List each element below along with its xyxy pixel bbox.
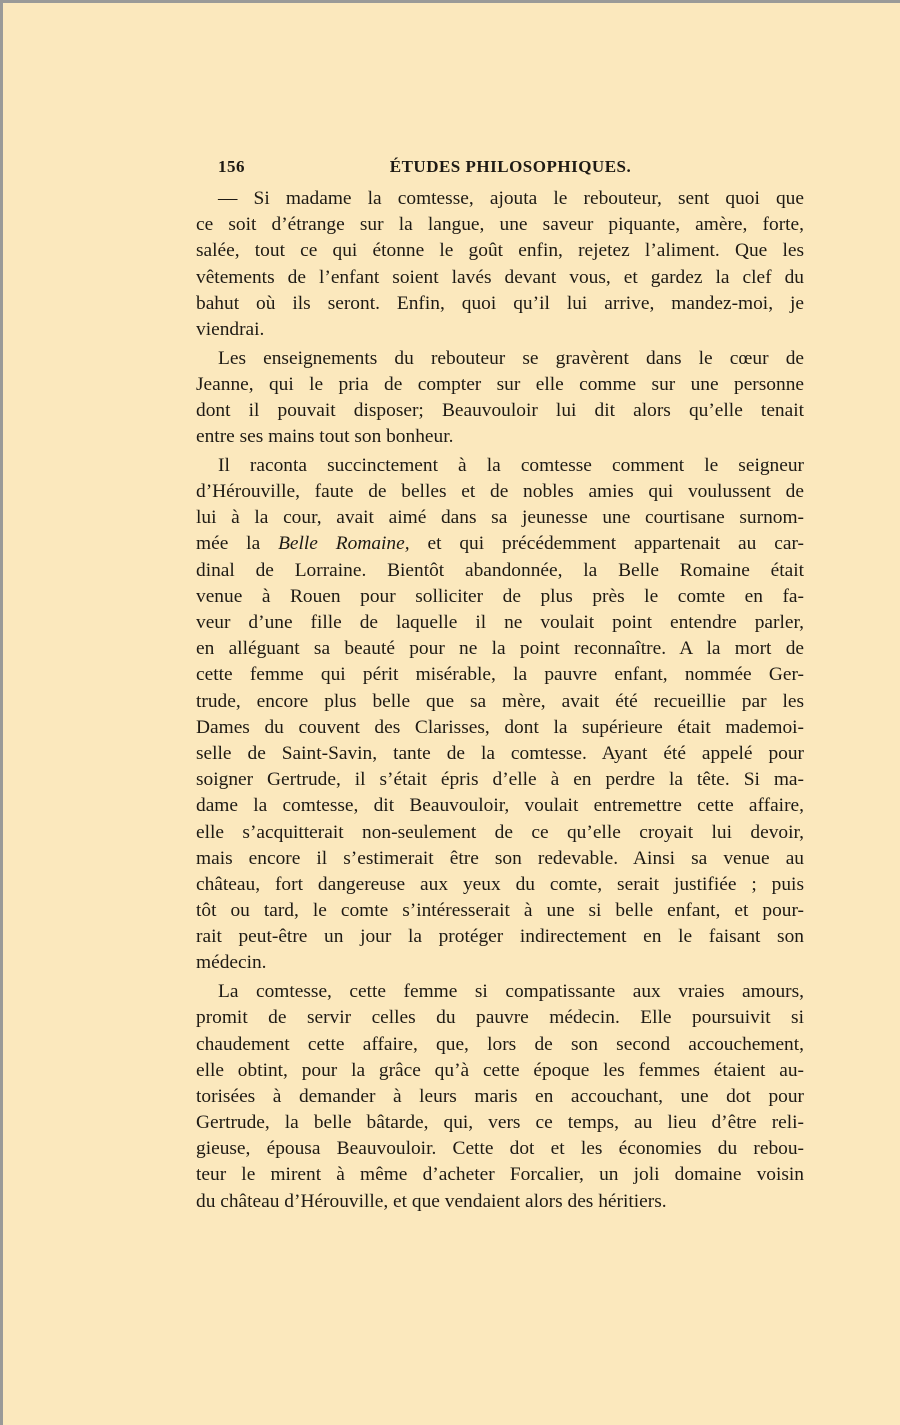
text-line: Il raconta succinctement à la comtesse comment le seigneur — [218, 454, 804, 476]
text-line: château, fort dangereuse aux yeux du comte, serait justifiée ; puis — [196, 873, 804, 895]
text-line: soigner Gertrude, il s’était épris d’elle à en perdre la tête. Si ma- — [196, 769, 804, 791]
book-page — [3, 3, 900, 1425]
text-line: Jeanne, qui le pria de compter sur elle comme sur une personne — [196, 373, 804, 395]
text-line: dinal de Lorraine. Bientôt abandonnée, la Belle Romaine était — [196, 559, 804, 581]
paragraph — [196, 453, 804, 977]
paragraph — [196, 346, 804, 451]
text-line: — Si madame la comtesse, ajouta le rebouteur, sent quoi que — [218, 188, 804, 209]
text-line: selle de Saint-Savin, tante de la comtesse. Ayant été appelé pour — [196, 742, 804, 764]
text-line: cette femme qui périt misérable, la pauvre enfant, nommée Ger- — [196, 664, 804, 686]
text-line: veur d’une fille de laquelle il ne voulait point entendre parler, — [196, 612, 804, 633]
text-line: elle s’acquitterait non-seulement de ce qu’elle croyait lui devoir, — [196, 821, 804, 843]
text-line: promit de servir celles du pauvre médecin. Elle poursuivit si — [196, 1007, 804, 1029]
text-line: dont il pouvait disposer; Beauvouloir lui dit alors qu’elle tenait — [196, 400, 804, 421]
text-line: tôt ou tard, le comte s’intéresserait à une si belle enfant, et pour- — [196, 900, 804, 922]
paragraph — [196, 979, 804, 1215]
text-line: vêtements de l’enfant soient lavés devant vous, et gardez la clef du — [196, 266, 804, 288]
text-line: chaudement cette affaire, que, lors de son second accouchement, — [196, 1033, 804, 1055]
text-line: La comtesse, cette femme si compatissante aux vraies amours, — [218, 981, 804, 1003]
running-head: ÉTUDES PHILOSOPHIQUES. — [389, 157, 632, 176]
paragraph — [196, 186, 804, 343]
text-line: teur le mirent à même d’acheter Forcalier, un joli domaine voisin — [196, 1164, 804, 1186]
page-number: 156 — [218, 157, 245, 176]
text-line: trude, encore plus belle que sa mère, avait été recueillie par les — [196, 690, 804, 712]
text-line: lui à la cour, avait aimé dans sa jeunesse une courtisane surnom- — [196, 507, 804, 529]
text-line: gieuse, épousa Beauvouloir. Cette dot et les économies du rebou- — [196, 1138, 804, 1160]
text-line: ce soit d’étrange sur la langue, une saveur piquante, amère, forte, — [196, 214, 804, 236]
text-line: Dames du couvent des Clarisses, dont la supérieure était mademoi- — [196, 716, 804, 738]
body-text — [196, 186, 804, 1217]
text-line: Gertrude, la belle bâtarde, qui, vers ce temps, au lieu d’être reli- — [196, 1112, 804, 1134]
text-line: mais encore il s’estimerait être son redevable. Ainsi sa venue au — [196, 847, 804, 869]
text-line: torisées à demander à leurs maris en accouchant, une dot pour — [196, 1085, 804, 1107]
text-line: dame la comtesse, dit Beauvouloir, voulait entremettre cette affaire, — [196, 795, 804, 817]
text-line: rait peut-être un jour la protéger indirectement en le faisant son — [196, 926, 804, 948]
text-line: salée, tout ce qui étonne le goût enfin, rejetez l’aliment. Que les — [196, 240, 804, 262]
italic-text: Belle Romaine, — [278, 533, 410, 555]
page-header — [218, 157, 803, 181]
text-line: Les enseignements du rebouteur se gravèrent dans le cœur de — [218, 347, 804, 369]
text-line: entre ses mains tout son bonheur. — [196, 426, 454, 448]
text-line: bahut où ils seront. Enfin, quoi qu’il lui arrive, mandez-moi, je — [196, 292, 804, 314]
text-line: d’Hérouville, faute de belles et de nobles amies qui voulussent de — [196, 481, 804, 503]
text-line: mée la Belle Romaine, et qui précédemment appartenait au car- — [196, 533, 804, 555]
text-line: venue à Rouen pour solliciter de plus près le comte en fa- — [196, 585, 804, 607]
text-line: du château d’Hérouville, et que vendaient alors des héritiers. — [196, 1190, 667, 1212]
text-line: en alléguant sa beauté pour ne la point reconnaître. A la mort de — [196, 638, 804, 660]
text-line: elle obtint, pour la grâce qu’à cette époque les femmes étaient au- — [196, 1059, 804, 1081]
text-line: médecin. — [196, 952, 267, 974]
text-line: viendrai. — [196, 318, 265, 340]
